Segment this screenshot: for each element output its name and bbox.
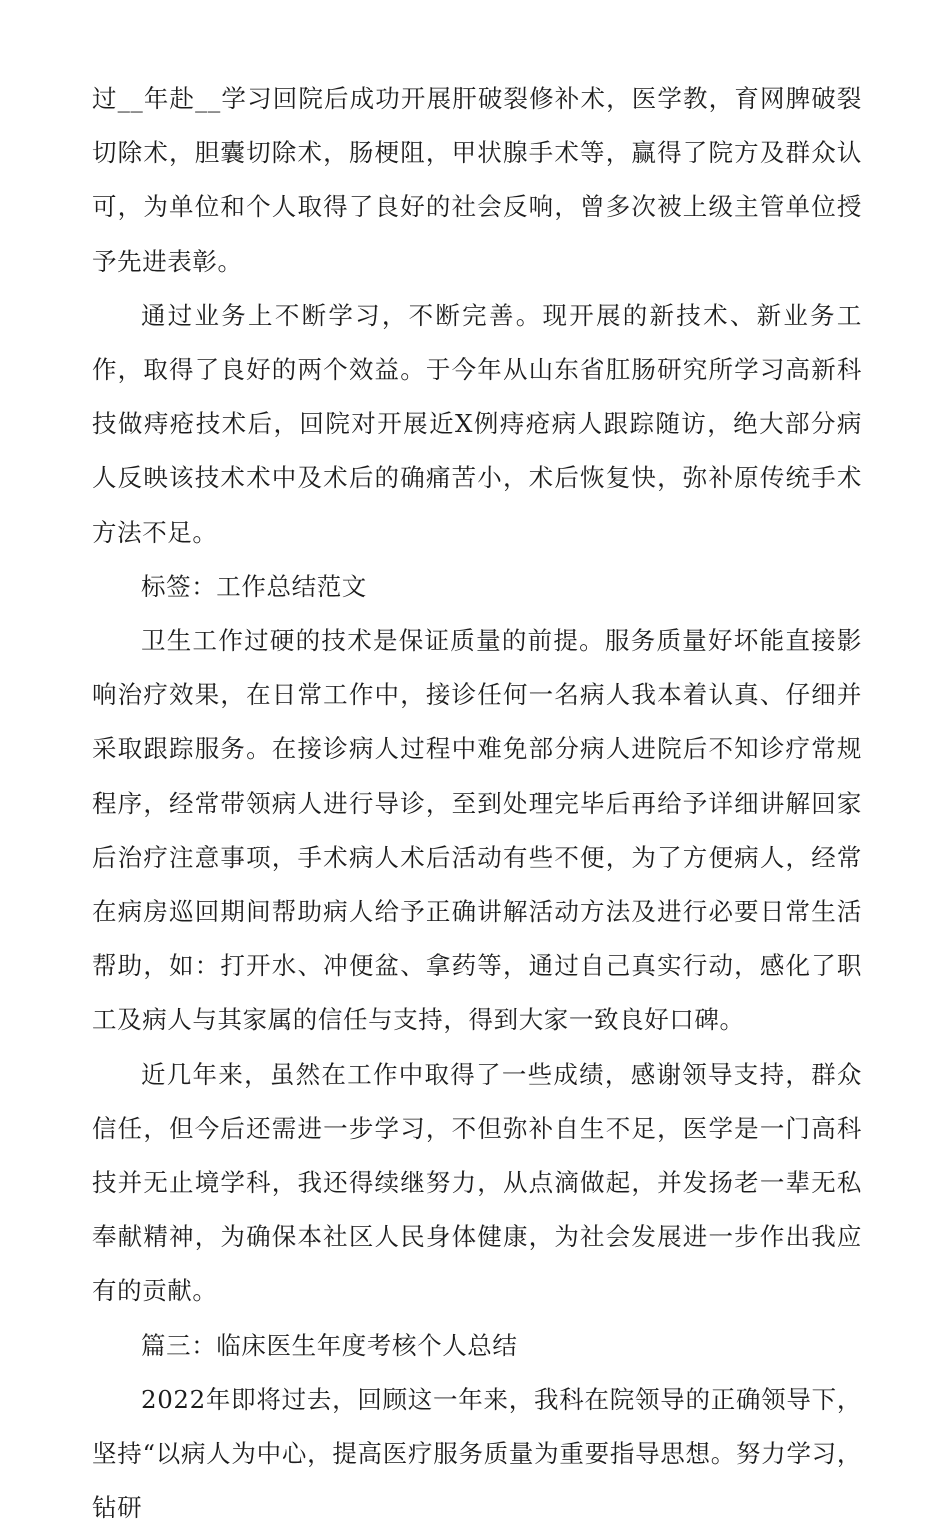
section-heading-part-three: 篇三：临床医生年度考核个人总结	[141, 1330, 518, 1360]
document-body	[92, 72, 862, 1535]
paragraph-tag-label: 标签：工作总结范文	[141, 571, 367, 601]
paragraph-service-quality: 卫生工作过硬的技术是保证质量的前提。服务质量好坏能直接影响治疗效果，在日常工作中，接诊任何一名病人我本着认真、仔细并采取跟踪服务。在接诊病人过程中难免部分病人进院后不知诊疗常规程序，经常带领病人进行导诊，至到处理完毕后再给予详细讲解回家后治疗注意事项，手术病人术后活动有些不便，为了方便病人，经常在病房巡回期间帮助病人给予正确讲解活动方法及进行必要日常生活帮助，如：打开水、冲便盆、拿药等，通过自己真实行动，感化了职工及病人与其家属的信任与支持，得到大家一致良好口碑。	[92, 626, 862, 1035]
paragraph-new-techniques: 通过业务上不断学习，不断完善。现开展的新技术、新业务工作，取得了良好的两个效益。于今年从山东省肛肠研究所学习高新科技做痔疮技术后，回院对开展近X例痔疮病人跟踪随访，绝大部分病人反映该技术术中及术后的确痛苦小，术后恢复快，弥补原传统手术方法不足。	[92, 300, 862, 547]
paragraph-surgery-achievements: 过__年赴__学习回院后成功开展肝破裂修补术，医学教，育网脾破裂切除术，胆囊切除术，肠梗阻，甲状腺手术等，赢得了院方及群众认可，为单位和个人取得了良好的社会反响，曾多次被上级主管单位授予先进表彰。	[92, 84, 862, 276]
paragraph-annual-review: 2022年即将过去，回顾这一年来，我科在院领导的正确领导下，坚持“以病人为中心，提高医疗服务质量为重要指导思想。努力学习，钻研	[92, 1384, 862, 1523]
paragraph-future-goals: 近几年来，虽然在工作中取得了一些成绩，感谢领导支持，群众信任，但今后还需进一步学习，不但弥补自生不足，医学是一门高科技并无止境学科，我还得续继努力，从点滴做起，并发扬老一辈无私奉献精神，为确保本社区人民身体健康，为社会发展进一步作出我应有的贡献。	[92, 1059, 862, 1306]
